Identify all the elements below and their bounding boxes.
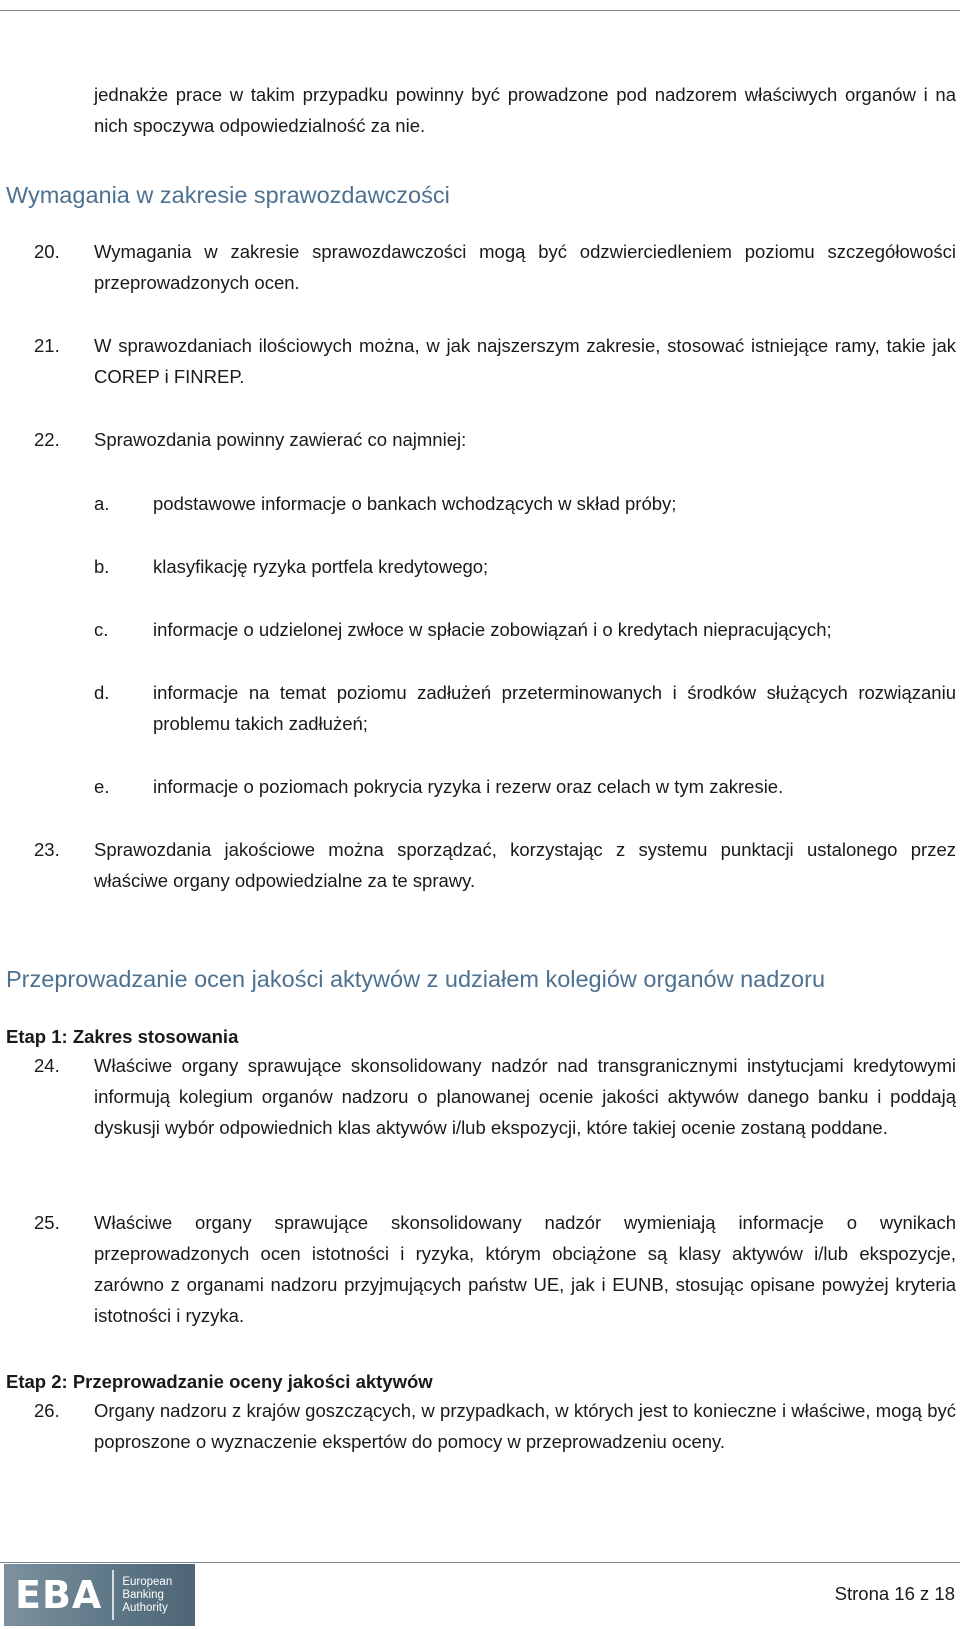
item-text: Sprawozdania jakościowe można sporządzać, korzystając z systemu punktacji ustalonego przez właściwe organy odpowiedzialne za te sprawy. (94, 839, 956, 891)
sub-item-letter: c. (94, 619, 109, 640)
header-rule (0, 10, 960, 11)
stage-2-title: Etap 2: Przeprowadzanie oceny jakości aktywów (6, 1371, 433, 1392)
logo-words (122, 1576, 172, 1615)
stage-1-title: Etap 1: Zakres stosowania (6, 1026, 239, 1047)
item-number: 23. (34, 839, 60, 860)
section-heading-colleges: Przeprowadzanie ocen jakości aktywów z udziałem kolegiów organów nadzoru (6, 966, 826, 992)
logo-word: European (122, 1575, 173, 1588)
sub-item-text: informacje na temat poziomu zadłużeń przeterminowanych i środków służących rozwiązaniu problemu takich zadłużeń; (153, 682, 956, 734)
sub-item-letter: b. (94, 556, 110, 577)
sub-item-letter: a. (94, 493, 110, 514)
intro-paragraph: jednakże prace w takim przypadku powinny być prowadzone pod nadzorem właściwych organów i na nich spoczywa odpowiedzialność za nie. (94, 84, 956, 136)
item-text: Organy nadzoru z krajów goszczących, w przypadkach, w których jest to konieczne i właściwe, mogą być poproszone o wyznaczenie ekspertów do pomocy w przeprowadzeniu oceny. (94, 1400, 956, 1452)
page-number: Strona 16 z 18 (834, 1583, 955, 1604)
sub-item-text: klasyfikację ryzyka portfela kredytowego; (153, 556, 489, 577)
item-text: Właściwe organy sprawujące skonsolidowany nadzór nad transgranicznymi instytucjami kredytowymi informują kolegium organów nadzoru o planowanej ocenie jakości aktywów danego banku i poddają dyskusji wybór odpowiednich klas aktywów i/lub ekspozycji, które takiej ocenie zostaną poddane. (94, 1055, 956, 1138)
logo-letters: EBA (15, 1573, 103, 1617)
item-text: Właściwe organy sprawujące skonsolidowany nadzór wymieniają informacje o wynikach przeprowadzonych ocen istotności i ryzyka, którym obciążone są klasy aktywów i/lub ekspozycje, zarówno z organami nadzoru przyjmujących państw UE, jak i EUNB, stosując opisane powyżej kryteria istotności i ryzyka. (94, 1212, 956, 1326)
section-heading-reporting: Wymagania w zakresie sprawozdawczości (6, 182, 450, 208)
sub-item-letter: d. (94, 682, 110, 703)
item-number: 24. (34, 1055, 60, 1076)
item-text: Sprawozdania powinny zawierać co najmniej: (94, 429, 467, 450)
item-text: Wymagania w zakresie sprawozdawczości mogą być odzwierciedleniem poziomu szczegółowości przeprowadzonych ocen. (94, 241, 956, 293)
eba-logo (4, 1564, 195, 1626)
sub-item-letter: e. (94, 776, 110, 797)
sub-item-text: informacje o udzielonej zwłoce w spłacie zobowiązań i o kredytach niepracujących; (153, 619, 832, 640)
item-number: 20. (34, 241, 60, 262)
logo-word: Authority (122, 1601, 168, 1614)
item-text: W sprawozdaniach ilościowych można, w jak najszerszym zakresie, stosować istniejące ramy, takie jak COREP i FINREP. (94, 335, 956, 387)
sub-item-text: informacje o poziomach pokrycia ryzyka i rezerw oraz celach w tym zakresie. (153, 776, 784, 797)
item-number: 25. (34, 1212, 60, 1233)
item-number: 22. (34, 429, 60, 450)
sub-item-text: podstawowe informacje o bankach wchodzących w skład próby; (153, 493, 677, 514)
item-number: 26. (34, 1400, 60, 1421)
item-number: 21. (34, 335, 60, 356)
logo-divider (112, 1570, 114, 1620)
footer-rule (0, 1562, 960, 1563)
logo-word: Banking (122, 1588, 164, 1601)
